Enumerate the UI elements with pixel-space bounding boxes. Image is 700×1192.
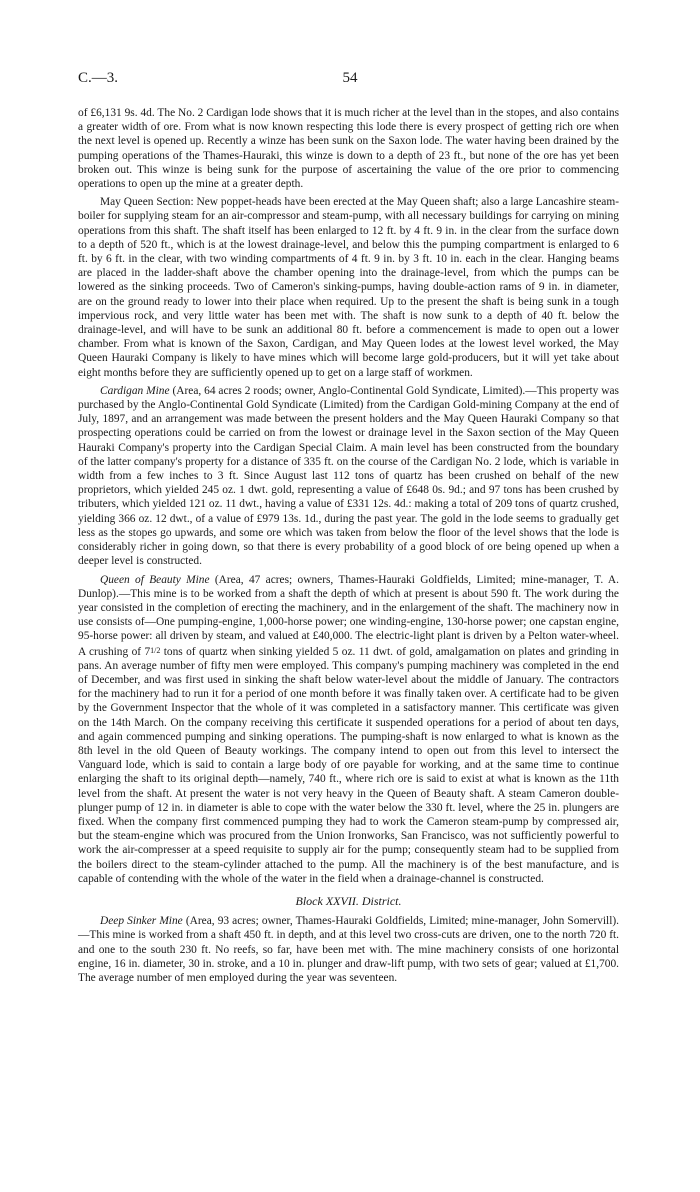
mine-name: Queen of Beauty Mine [100,573,210,586]
fraction: 1/2 [150,645,161,655]
paragraph-continuation: of £6,131 9s. 4d. The No. 2 Cardigan lode shows that it is much richer at the level than in the stopes, and also contains a greater width of ore. From what is now known respecting this lode there is every prospect of getting rich ore when the next level is opened up. Recently a winze has been sunk on the Saxon lode. The water having been drained by the pumping operations of the Thames-Hauraki, this winze is down to a depth of 23 ft., but none of the ore has yet been broken out. This winze is being sunk for the purpose of ascertaining the value of the ore prior to commencing operations to open up the mine at a greater depth. [78,107,619,191]
mine-name: Cardigan Mine [100,384,170,397]
section-heading: Block XXVII. District. [295,893,402,908]
page-header [78,70,622,94]
paragraph-queen-of-beauty-mine: Queen of Beauty Mine (Area, 47 acres; owners, Thames-Hauraki Goldfields, Limited; mine-manager, T. A. Dunlop).—This mine is to be worked from a shaft the depth of which at present is about 590 ft. The work during the year consisted in the completion of erecting the machinery, and in the enlargement of the shaft. The machinery now in use consists of—One pumping-engine, 1,000-horse power; one winding-engine, 130-horse power; one capstan engine, 95-horse power: all driven by steam, and valued at £40,000. The electric-light plant is driven by a Pelton water-wheel. A crushing of 71/2 tons of quartz when sinking yielded 5 oz. 11 dwt. of gold, amalgamation on plates and grinding in pans. An average number of fifty men were employed. This company's pumping machinery was completed in the end of December, and was first used in sinking the shaft below water-level about the middle of January. The contractors for the machinery had to run it for a period of one month before it was finally taken over. A certificate had to be given by the Government Inspector that the whole of it was completed in a satisfactory manner. This certificate was given on the 14th March. On the company receiving this certificate it suspended operations for a period of about ten days, and again commenced pumping and sinking operations. The pumping-shaft is now enlarged to what is known as the 8th level in the old Queen of Beauty workings. The company intend to open out from this level to intersect the Vanguard lode, which is said to contain a large body of ore payable for working, and at the same time to continue enlarging the shaft to its original depth—namely, 740 ft., where rich ore is said to exist at what is known as the 11th level from the shaft. At present the water is not very heavy in the Queen of Beauty shaft. A steam Cameron double-plunger pump of 12 in. in diameter is able to cope with the water below the 330 ft. level, where the 25 in. plungers are fixed. When the company first commenced pumping they had to work the Cameron steam-pump by compressed air, but the steam-engine which was procured from the Union Ironworks, San Francisco, was not sufficiently powerful to work the air-compresser at a speed requisite to supply air for the pump; consequently steam had to be supplied from the boilers direct to the steam-cylinder attached to the pump. All the machinery is of the best manufacture, and is capable of contending with the whole of the water in the field when a drainage-channel is constructed. [78,573,619,885]
page-number: 54 [342,70,358,86]
mine-name: Deep Sinker Mine [100,915,183,928]
document-reference: C.—3. [78,70,119,86]
body-text [78,106,619,989]
paragraph-cardigan-mine: Cardigan Mine (Area, 64 acres 2 roods; owner, Anglo-Continental Gold Syndicate, Limited).—This property was purchased by the Anglo-Continental Gold Syndicate (Limited) from the Cardigan Gold-mining Company at the end of July, 1897, and an arrangement was made between the present holders and the May Queen Hauraki Company so that prospecting operations could be carried on from the lowest or drainage level in the Saxon section of the May Queen Hauraki Company's property into the Cardigan Special Claim. A main level has been constructed from the boundary of the latter company's property for a distance of 335 ft. on the course of the Cardigan No. 2 lode, which is variable in width from a few inches to 3 ft. Since August last 112 tons of quartz has been crushed on behalf of the new proprietors, which yielded 245 oz. 1 dwt. gold, representing a value of £648 0s. 9d.; and 97 tons has been crushed by tributers, which yielded 121 oz. 11 dwt., having a value of £331 12s. 4d.: making a total of 209 tons of quartz crushed, yielding 366 oz. 12 dwt., of a value of £979 13s. 1d., during the past year. The gold in the lode seems to gradually get less as the stopes go upwards, and some ore which was taken from below the floor of the level shows that the lode is considerably richer in going down, so that there is every probability of a good block of ore being opened up when a deeper level is constructed. [78,384,619,568]
paragraph-deep-sinker-mine: Deep Sinker Mine (Area, 93 acres; owner, Thames-Hauraki Goldfields, Limited; mine-manager, John Somervill).—This mine is worked from a shaft 450 ft. in depth, and at this level two cross-cuts are driven, one to the north 720 ft. and one to the south 230 ft. No reefs, so far, have been met with. The mine machinery consists of one horizontal engine, 16 in. diameter, 30 in. stroke, and a 10 in. plunger and draw-lift pump, with two sets of gear; valued at £1,700. The average number of men employed during the year was seventeen. [78,915,620,984]
paragraph-may-queen-section: May Queen Section: New poppet-heads have been erected at the May Queen shaft; also a large Lancashire steam-boiler for supplying steam for an air-compressor and steam-pump, with all necessary buildings for carrying on mining operations from this shaft. The shaft itself has been enlarged to 12 ft. by 4 ft. 9 in. in the clear from the surface down to a depth of 520 ft., which is at the lowest drainage-level, and below this the pumping compartment is enlarged to 6 ft. by 6 ft. in the clear, with two winding compartments of 4 ft. 9 in. by 3 ft. 10 in. each in the clear. Hanging beams are placed in the ladder-shaft above the chamber opening into the drainage-level, from which the pumps can be lowered as the sinking proceeds. Two of Cameron's sinking-pumps, having double-action rams of 9 in. in diameter, are on the ground ready to lower into their place when required. Up to the present the shaft is being sunk in a tough impervious rock, and very little water has been met with. The shaft is now sunk to a depth of 40 ft. below the drainage-level, and will have to be sunk an additional 80 ft. before a commencement is made to open out a lower chamber. From what is known of the Saxon, Cardigan, and May Queen lodes at the lowest level worked, the May Queen Hauraki Company is likely to have mines which will become large gold-producers, but it will yet take about eight months before they are sufficiently opened up to get on a large staff of workmen. [78,196,619,379]
